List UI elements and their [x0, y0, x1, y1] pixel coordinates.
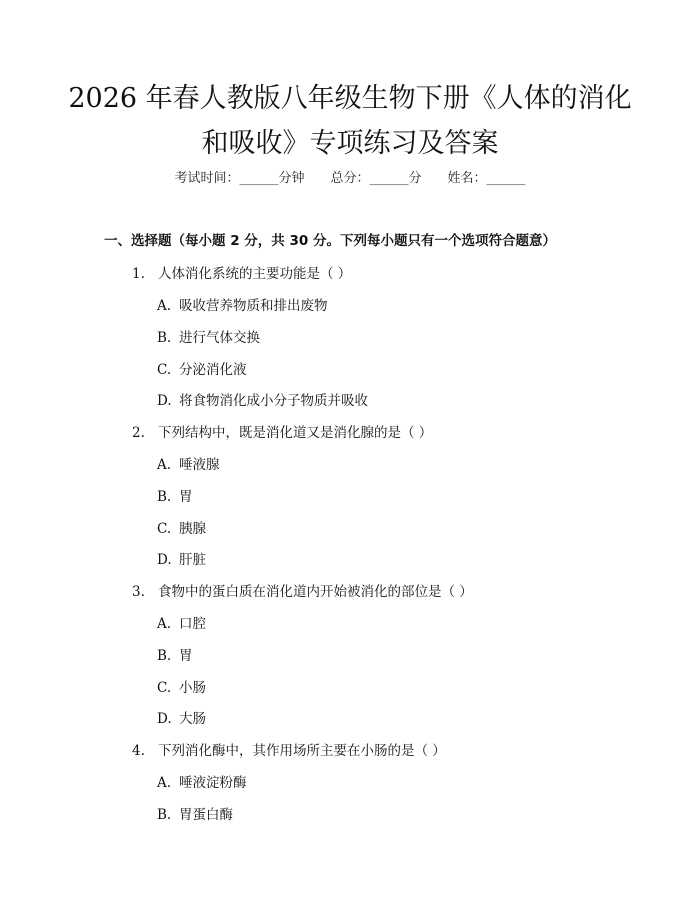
question-4 — [132, 739, 446, 759]
option-text: 肝脏 — [179, 552, 206, 568]
option-text: 小肠 — [179, 680, 206, 696]
question-2 — [132, 421, 432, 441]
option — [157, 548, 206, 568]
question-number: 3. — [132, 584, 145, 600]
option-letter: A. — [157, 775, 172, 791]
option — [157, 771, 247, 791]
document-title: 2026 年春人教版八年级生物下册《人体的消化和吸收》专项练习及答案 — [68, 83, 632, 159]
option — [157, 326, 260, 346]
option-letter: D. — [157, 393, 172, 409]
option-letter: D. — [157, 711, 172, 727]
option — [157, 644, 193, 664]
option-letter: C. — [157, 680, 172, 696]
option — [157, 389, 368, 409]
option-text: 胰腺 — [179, 521, 206, 537]
student-name-field: 姓名：______ — [447, 171, 526, 186]
option-letter: C. — [157, 362, 172, 378]
option-text: 将食物消化成小分子物质并吸收 — [179, 393, 368, 409]
option — [157, 517, 206, 537]
option — [157, 453, 220, 473]
option-letter: B. — [157, 489, 172, 505]
option-text: 胃 — [179, 648, 193, 664]
option — [157, 485, 193, 505]
option-letter: D. — [157, 552, 172, 568]
question-text: 食物中的蛋白质在消化道内开始被消化的部位是（ ） — [158, 584, 473, 600]
option-letter: B. — [157, 648, 172, 664]
question-3 — [132, 580, 473, 600]
exam-score-field: 总分：______分 — [330, 171, 422, 186]
option — [157, 803, 233, 823]
question-number: 2. — [132, 425, 145, 441]
question-text: 人体消化系统的主要功能是（ ） — [158, 266, 352, 282]
section-heading: 一、选择题（每小题 2 分，共 30 分。下列每小题只有一个选项符合题意） — [104, 233, 556, 249]
question-text: 下列消化酶中，其作用场所主要在小肠的是（ ） — [158, 743, 446, 759]
option-letter: A. — [157, 457, 172, 473]
option-letter: C. — [157, 521, 172, 537]
exam-time-field: 考试时间：______分钟 — [174, 171, 305, 186]
option — [157, 612, 206, 632]
option-text: 胃蛋白酶 — [179, 807, 233, 823]
question-1 — [132, 262, 351, 282]
question-text: 下列结构中，既是消化道又是消化腺的是（ ） — [158, 425, 433, 441]
question-number: 4. — [132, 743, 145, 759]
option — [157, 676, 206, 696]
option-text: 唾液腺 — [179, 457, 220, 473]
option — [157, 358, 247, 378]
option-text: 进行气体交换 — [179, 330, 260, 346]
option — [157, 707, 206, 727]
option-letter: A. — [157, 298, 172, 314]
option — [157, 294, 328, 314]
option-letter: B. — [157, 807, 172, 823]
option-text: 分泌消化液 — [179, 362, 247, 378]
option-text: 唾液淀粉酶 — [179, 775, 247, 791]
option-text: 吸收营养物质和排出废物 — [179, 298, 328, 314]
option-text: 大肠 — [179, 711, 206, 727]
question-number: 1. — [132, 266, 145, 282]
option-text: 胃 — [179, 489, 193, 505]
option-text: 口腔 — [179, 616, 206, 632]
exam-info-line — [0, 167, 700, 186]
option-letter: B. — [157, 330, 172, 346]
option-letter: A. — [157, 616, 172, 632]
